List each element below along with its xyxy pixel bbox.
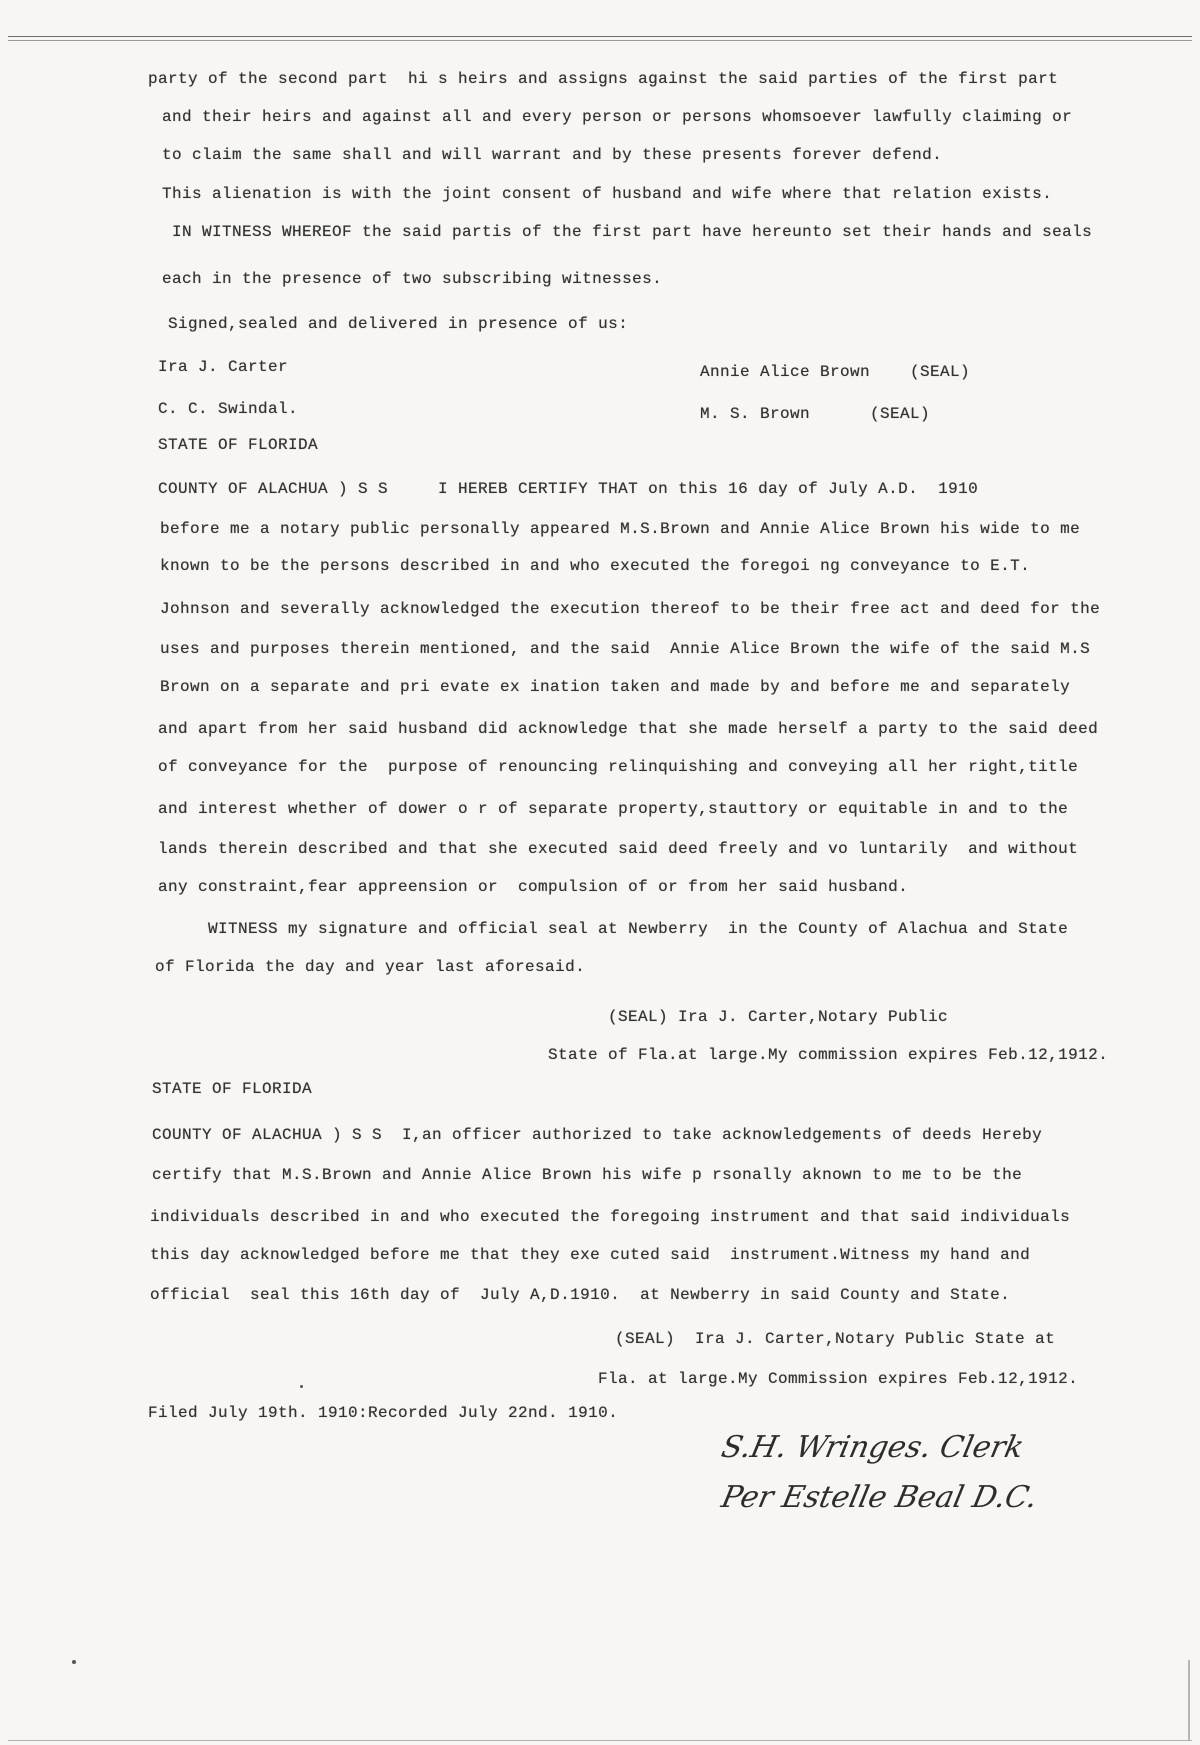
text-line: IN WITNESS WHEREOF the said partis of the first part have hereunto set their hands and seals	[172, 223, 1093, 241]
notary-commission-line: State of Fla.at large.My commission expires Feb.12,1912.	[548, 1046, 1109, 1064]
grantor-signature: Annie Alice Brown (SEAL)	[700, 363, 971, 381]
text-line: WITNESS my signature and official seal at Newberry in the County of Alachua and State	[208, 920, 1069, 938]
notary-signature-line: (SEAL) Ira J. Carter,Notary Public	[608, 1008, 949, 1026]
text-line: party of the second part hi s heirs and assigns against the said parties of the first part	[148, 70, 1059, 88]
text-line: each in the presence of two subscribing witnesses.	[162, 270, 663, 288]
witness-signature-left: C. C. Swindal.	[158, 400, 299, 418]
text-line: lands therein described and that she executed said deed freely and vo luntarily and without	[158, 840, 1079, 858]
state-heading: STATE OF FLORIDA	[152, 1080, 313, 1098]
text-line: and interest whether of dower o r of separate property,stauttory or equitable in and to the	[158, 800, 1069, 818]
text-line: COUNTY OF ALACHUA ) S S I HEREB CERTIFY THAT on this 16 day of July A.D. 1910	[158, 480, 979, 498]
paper-edge-mark	[1188, 1660, 1190, 1740]
text-line: of Florida the day and year last aforesaid.	[155, 958, 586, 976]
text-line: uses and purposes therein mentioned, and the said Annie Alice Brown the wife of the said M.S	[160, 640, 1091, 658]
text-line: Signed,sealed and delivered in presence of us:	[168, 315, 629, 333]
clerk-handwritten-signature: S.H. Wringes. Clerk	[718, 1430, 1027, 1465]
text-line: before me a notary public personally appeared M.S.Brown and Annie Alice Brown his wide to me	[160, 520, 1081, 538]
text-line: to claim the same shall and will warrant and by these presents forever defend.	[162, 146, 943, 164]
filing-record-line: Filed July 19th. 1910:Recorded July 22nd. 1910.	[148, 1404, 619, 1422]
text-line: This alienation is with the joint consent of husband and wife where that relation exists.	[162, 185, 1053, 203]
text-line: any constraint,fear appreension or compulsion of or from her said husband.	[158, 878, 909, 896]
top-border-rule	[8, 36, 1192, 37]
notary-commission-line: Fla. at large.My Commission expires Feb.12,1912.	[598, 1370, 1079, 1388]
text-line: COUNTY OF ALACHUA ) S S I,an officer authorized to take acknowledgements of deeds Hereby	[152, 1126, 1043, 1144]
text-line: of conveyance for the purpose of renouncing relinquishing and conveying all her right,title	[158, 758, 1079, 776]
deputy-clerk-handwritten-signature: Per Estelle Beal D.C.	[718, 1480, 1041, 1515]
text-line: known to be the persons described in and who executed the foregoi ng conveyance to E.T.	[160, 557, 1031, 575]
paper-speck	[72, 1660, 76, 1664]
witness-signature-left: Ira J. Carter	[158, 358, 289, 376]
grantor-signature: M. S. Brown (SEAL)	[700, 405, 931, 423]
text-line: Brown on a separate and pri evate ex ination taken and made by and before me and separately	[160, 678, 1071, 696]
text-line: official seal this 16th day of July A,D.1910. at Newberry in said County and State.	[150, 1286, 1011, 1304]
text-line: and apart from her said husband did acknowledge that she made herself a party to the said deed	[158, 720, 1099, 738]
notary-signature-line: (SEAL) Ira J. Carter,Notary Public State at	[615, 1330, 1056, 1348]
text-line: and their heirs and against all and every person or persons whomsoever lawfully claiming or	[162, 108, 1073, 126]
top-border-rule-secondary	[8, 40, 1192, 41]
state-heading: STATE OF FLORIDA	[158, 436, 319, 454]
text-line: certify that M.S.Brown and Annie Alice Brown his wife p rsonally aknown to me to be the	[152, 1166, 1023, 1184]
text-line: Johnson and severally acknowledged the execution thereof to be their free act and deed for the	[160, 600, 1101, 618]
text-line: this day acknowledged before me that they exe cuted said instrument.Witness my hand and	[150, 1246, 1031, 1264]
paper-speck	[300, 1385, 303, 1388]
text-line: individuals described in and who executed the foregoing instrument and that said individuals	[150, 1208, 1071, 1226]
bottom-border-rule	[8, 1740, 1192, 1741]
